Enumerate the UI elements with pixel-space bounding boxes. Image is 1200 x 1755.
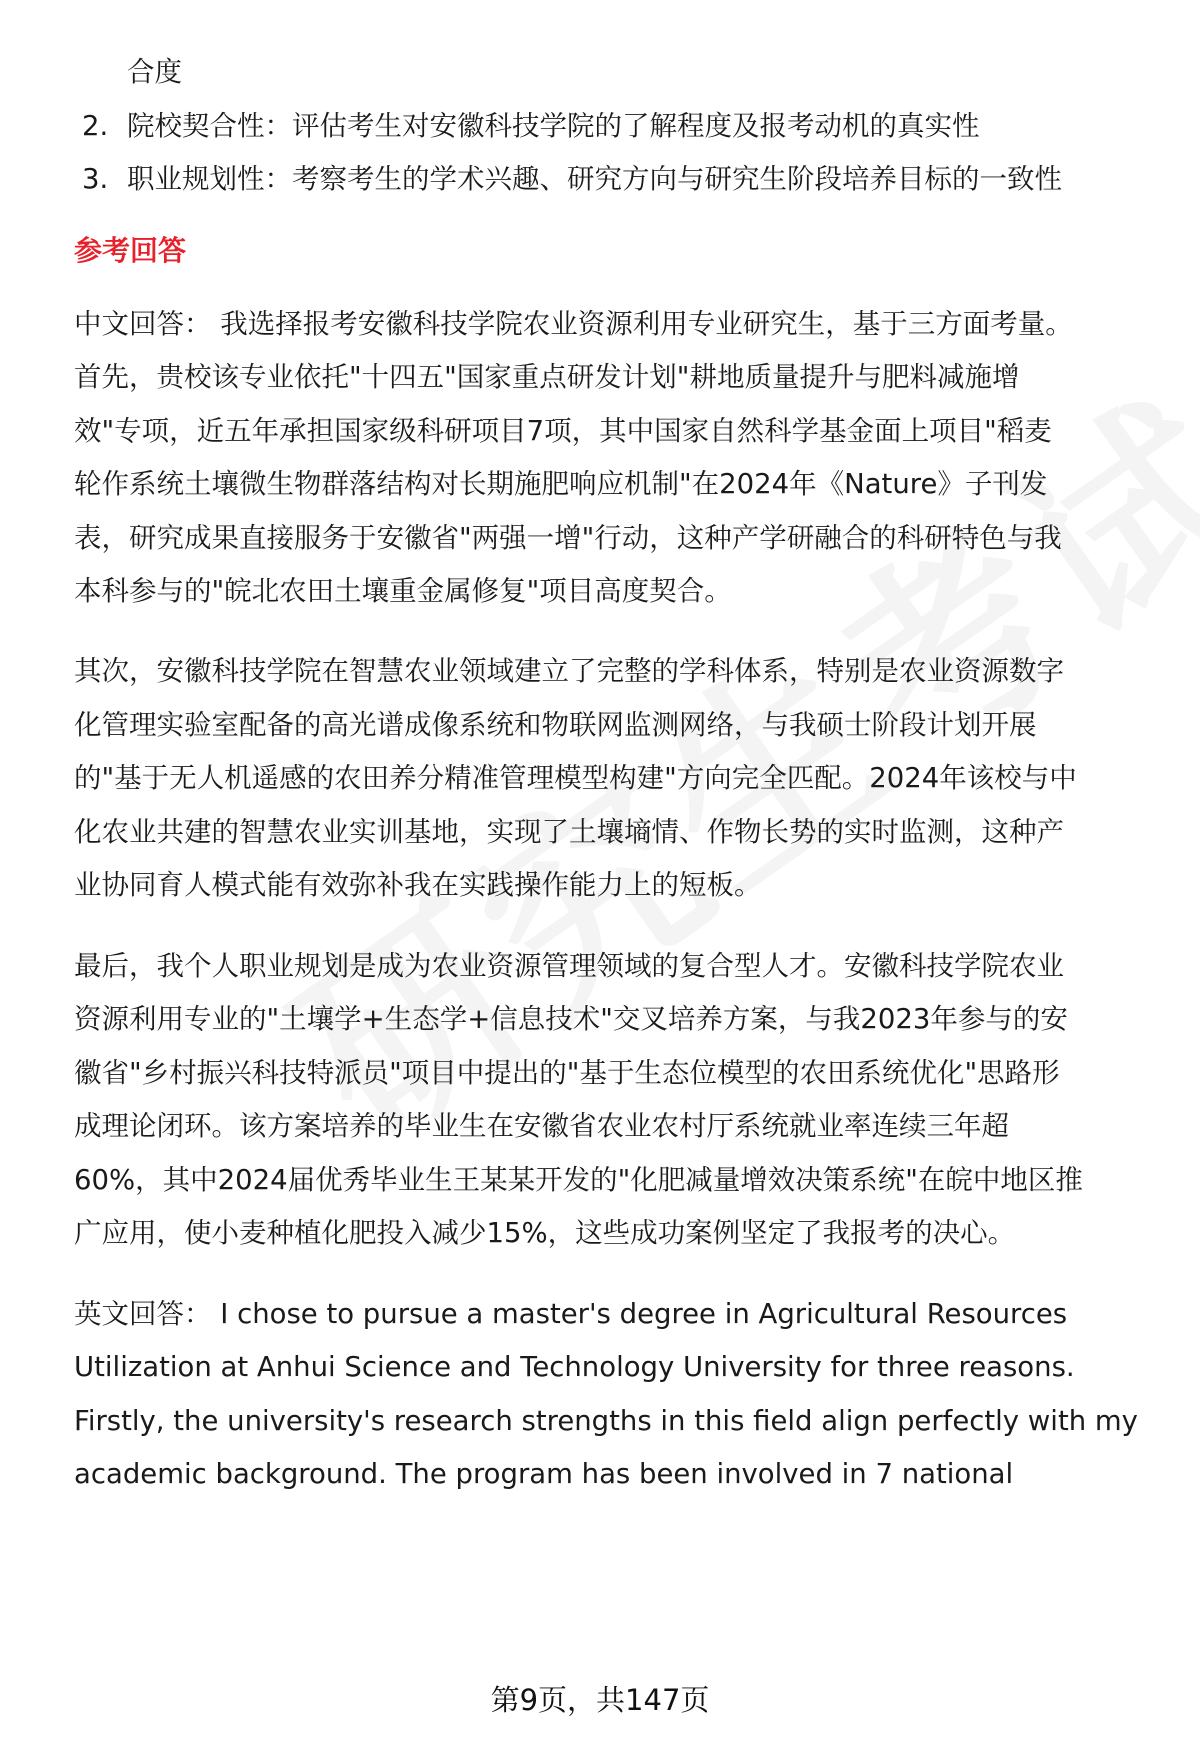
page-number-footer: 第9页，共147页: [490, 1683, 710, 1717]
text-line: 徽省"乡村振兴科技特派员"项目中提出的"基于生态位模型的农田系统优化"思路形: [74, 1057, 1060, 1089]
criteria-continuation: 合度: [127, 56, 182, 88]
text-line: 其次，安徽科技学院在智慧农业领域建立了完整的学科体系，特别是农业资源数字: [74, 655, 1064, 687]
text-line: 最后，我个人职业规划是成为农业资源管理领域的复合型人才。安徽科技学院农业: [74, 950, 1064, 982]
text-line: 中文回答： 我选择报考安徽科技学院农业资源利用专业研究生，基于三方面考量。: [74, 308, 1073, 340]
text-line: Firstly, the university's research strengths in this field align perfectly with my: [74, 1405, 1138, 1437]
text-line: Utilization at Anhui Science and Technology University for three reasons.: [74, 1351, 1075, 1383]
text-line: 首先，贵校该专业依托"十四五"国家重点研发计划"耕地质量提升与肥料减施增: [74, 361, 1020, 393]
criteria-item-text: 职业规划性：考察考生的学术兴趣、研究方向与研究生阶段培养目标的一致性: [127, 163, 1062, 195]
text-line: 资源利用专业的"土壤学+生态学+信息技术"交叉培养方案，与我2023年参与的安: [74, 1003, 1068, 1035]
text-line: 业协同育人模式能有效弥补我在实践操作能力上的短板。: [74, 869, 762, 901]
text-line: 化农业共建的智慧农业实训基地，实现了土壤墒情、作物长势的实时监测，这种产: [74, 816, 1064, 848]
text-line: 广应用，使小麦种植化肥投入减少15%，这些成功案例坚定了我报考的决心。: [74, 1217, 1016, 1249]
answer-heading: 参考回答: [74, 234, 187, 267]
text-line: 效"专项，近五年承担国家级科研项目7项，其中国家自然科学基金面上项目"稻麦: [74, 415, 1052, 447]
text-line: 化管理实验室配备的高光谱成像系统和物联网监测网络，与我硕士阶段计划开展: [74, 709, 1037, 741]
text-line: 本科参与的"皖北农田土壤重金属修复"项目高度契合。: [74, 575, 732, 607]
criteria-item-number: 3.: [82, 163, 109, 195]
text-line: 表，研究成果直接服务于安徽省"两强一增"行动，这种产学研融合的科研特色与我: [74, 522, 1062, 554]
text-line: 轮作系统土壤微生物群落结构对长期施肥响应机制"在2024年《Nature》子刊发: [74, 468, 1048, 500]
criteria-item-number: 2.: [82, 110, 109, 142]
text-line: academic background. The program has been involved in 7 national: [74, 1458, 1014, 1490]
text-line: 成理论闭环。该方案培养的毕业生在安徽省农业农村厅系统就业率连续三年超: [74, 1110, 1009, 1142]
text-line: 的"基于无人机遥感的农田养分精准管理模型构建"方向完全匹配。2024年该校与中: [74, 762, 1077, 794]
text-line: 英文回答： I chose to pursue a master's degree in Agricultural Resources: [74, 1298, 1068, 1330]
text-line: 60%，其中2024届优秀毕业生王某某开发的"化肥减量增效决策系统"在皖中地区推: [74, 1164, 1083, 1196]
criteria-item-text: 院校契合性：评估考生对安徽科技学院的了解程度及报考动机的真实性: [127, 110, 980, 142]
